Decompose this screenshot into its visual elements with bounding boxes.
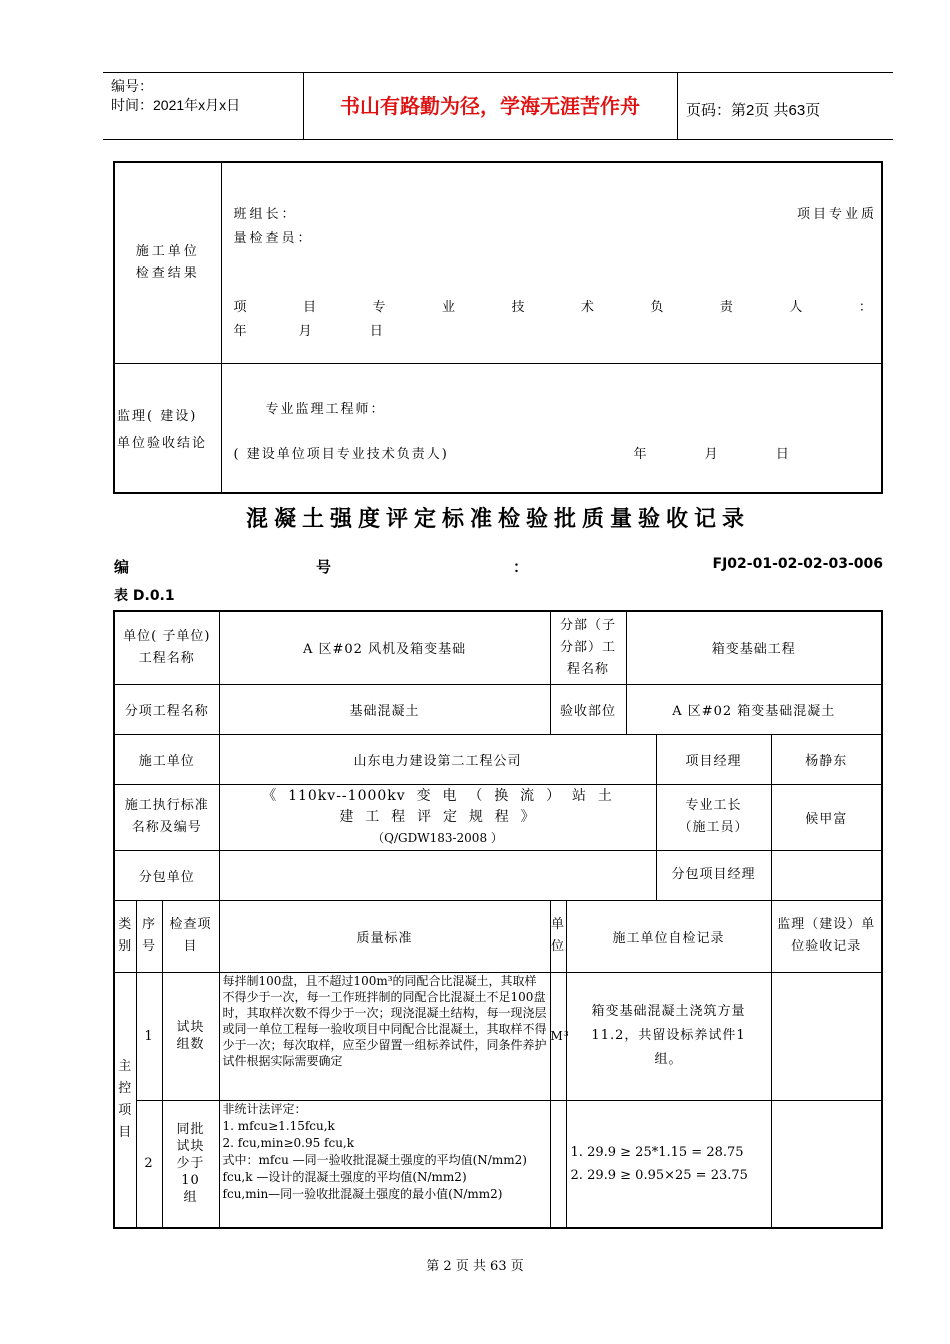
sub-project-value: 箱变基础工程 bbox=[626, 611, 882, 684]
form-number-value: FJ02-01-02-02-03-006 bbox=[712, 556, 883, 572]
header-time: 时间：2021年x月x日 bbox=[111, 97, 241, 113]
supervision-label-a: 监理( 建设) bbox=[117, 409, 198, 424]
form-number-label-3: ： bbox=[513, 558, 529, 576]
col-category: 类别 bbox=[114, 900, 136, 972]
tech-lead-label: 项 目 专 业 技 术 负 责 人 ： bbox=[233, 300, 873, 315]
sub-project-label: 分部（子分部）工程名称 bbox=[550, 611, 626, 684]
quality-inspector-label-a: 项目专业质 bbox=[796, 207, 877, 222]
standard-value bbox=[219, 784, 656, 850]
form-number-label-1: 编 bbox=[114, 558, 130, 576]
form-title: 混凝土强度评定标准检验批质量验收记录 bbox=[245, 507, 750, 532]
standard-label: 施工执行标准名称及编号 bbox=[114, 784, 219, 850]
foreman-value: 候甲富 bbox=[771, 784, 882, 850]
col-self-check: 施工单位自检记录 bbox=[566, 900, 771, 972]
item-project-label: 分项工程名称 bbox=[114, 684, 219, 734]
row2-record-line: 2. 29.9 ≥ 0.95×25 = 23.75 bbox=[570, 1167, 748, 1183]
form-number-label-2: 号 bbox=[316, 558, 332, 576]
row1-record: 箱变基础混凝土浇筑方量11.2，共留设标养试件1组。 bbox=[566, 972, 771, 1100]
row1-seq: 1 bbox=[136, 972, 162, 1100]
construction-unit-value: 山东电力建设第二工程公司 bbox=[219, 734, 656, 784]
row2-standard-line: 2. fcu,min≥0.95 fcu,k bbox=[222, 1135, 355, 1150]
col-seq: 序号 bbox=[136, 900, 162, 972]
subcontract-manager-value bbox=[771, 850, 882, 900]
table-id: 表 D.0.1 bbox=[114, 588, 175, 604]
row1-supervision bbox=[771, 972, 882, 1100]
row2-record bbox=[566, 1100, 771, 1228]
row1-unit: M³ bbox=[550, 972, 566, 1100]
header-divider-right bbox=[677, 72, 678, 139]
col-standard: 质量标准 bbox=[219, 900, 550, 972]
acceptance-part-value: A 区#02 箱变基础混凝土 bbox=[626, 684, 882, 734]
subcontract-manager-label: 分包项目经理 bbox=[656, 850, 771, 900]
construction-unit-label: 施工单位 bbox=[114, 734, 219, 784]
foreman-label: 专业工长 （施工员） bbox=[656, 784, 771, 850]
check-date: 年 月 日 bbox=[233, 324, 384, 339]
supervision-label-b: 单位验收结论 bbox=[117, 436, 208, 451]
row2-seq: 2 bbox=[136, 1100, 162, 1228]
project-manager-label: 项目经理 bbox=[656, 734, 771, 784]
construction-check-label: 施工单位检查结果 bbox=[135, 244, 200, 281]
inspection-table bbox=[113, 161, 883, 494]
subcontract-value bbox=[219, 850, 656, 900]
header-bottom-rule bbox=[103, 139, 893, 140]
construction-check-label-cell bbox=[114, 162, 221, 364]
item-project-value: 基础混凝土 bbox=[219, 684, 550, 734]
supervision-conclusion-content bbox=[221, 364, 882, 494]
team-leader-label: 班组长： bbox=[233, 207, 298, 222]
col-supervision: 监理（建设）单位验收记录 bbox=[771, 900, 882, 972]
row1-item: 试块组数 bbox=[162, 972, 219, 1100]
subcontract-label: 分包单位 bbox=[114, 850, 219, 900]
header-number-label: 编号： bbox=[111, 78, 153, 94]
page-footer: 第 2 页 共 63 页 bbox=[426, 1259, 524, 1274]
supervision-engineer-label: 专业监理工程师： bbox=[265, 402, 386, 417]
row2-item: 同批试块少于10组 bbox=[162, 1100, 219, 1228]
row2-supervision bbox=[771, 1100, 882, 1228]
row2-standard-line: fcu,min—同一验收批混凝土强度的最小值(N/mm2) bbox=[222, 1186, 503, 1201]
row2-standard-line: 非统计法评定： bbox=[222, 1101, 307, 1116]
sign-date: 年 月 日 bbox=[633, 447, 790, 462]
row2-standard-line: fcu,k —设计的混凝土强度的平均值(N/mm2) bbox=[222, 1169, 467, 1184]
col-check-item: 检查项目 bbox=[162, 900, 219, 972]
unit-project-value: A 区#02 风机及箱变基础 bbox=[219, 611, 550, 684]
row2-unit bbox=[550, 1100, 566, 1228]
acceptance-table bbox=[113, 610, 883, 1229]
header-motto: 书山有路勤为径，学海无涯苦作舟 bbox=[340, 94, 640, 118]
category-main: 主控项目 bbox=[114, 972, 136, 1228]
row2-record-line: 1. 29.9 ≥ 25*1.15 = 28.75 bbox=[570, 1144, 744, 1160]
header-divider-left bbox=[303, 72, 304, 139]
standard-line-3: （Q/GDW183-2008 ） bbox=[372, 830, 503, 845]
standard-line-1: 《 110kv--1000kv 变 电 （ 换 流 ） 站 土 bbox=[262, 787, 613, 804]
construction-check-content bbox=[221, 162, 882, 364]
col-unit: 单位 bbox=[550, 900, 566, 972]
unit-project-label: 单位( 子单位) 工程名称 bbox=[114, 611, 219, 684]
row2-standard-line: 式中：mfcu —同一验收批混凝土强度的平均值(N/mm2) bbox=[222, 1152, 527, 1167]
owner-tech-lead-label: ( 建设单位项目专业技术负责人) bbox=[233, 447, 449, 462]
row2-standard-line: 1. mfcu≥1.15fcu,k bbox=[222, 1118, 335, 1133]
row1-standard: 每拌制100盘，且不超过100m³的同配合比混凝土，其取样不得少于一次，每一工作班拌制的同配合比混凝土不足100盘时，其取样次数不得少于一次；现浇混凝土结构，每一现浇层或同一单位工程每一验收项目中同配合比混凝土，其取样不得少于一次；每次取样，应至少留置一组标养试件，同条件养护试件根据实际需要确定 bbox=[219, 972, 550, 1100]
acceptance-part-label: 验收部位 bbox=[550, 684, 626, 734]
row2-standard bbox=[219, 1100, 550, 1228]
standard-line-2: 建 工 程 评 定 规 程 》 bbox=[339, 808, 536, 825]
quality-inspector-label-b: 量检查员： bbox=[233, 231, 314, 246]
header-top-rule bbox=[103, 72, 893, 73]
project-manager-value: 杨静东 bbox=[771, 734, 882, 784]
header-page-info: 页码：第2页 共63页 bbox=[686, 102, 821, 119]
supervision-conclusion-label-cell bbox=[114, 364, 221, 494]
